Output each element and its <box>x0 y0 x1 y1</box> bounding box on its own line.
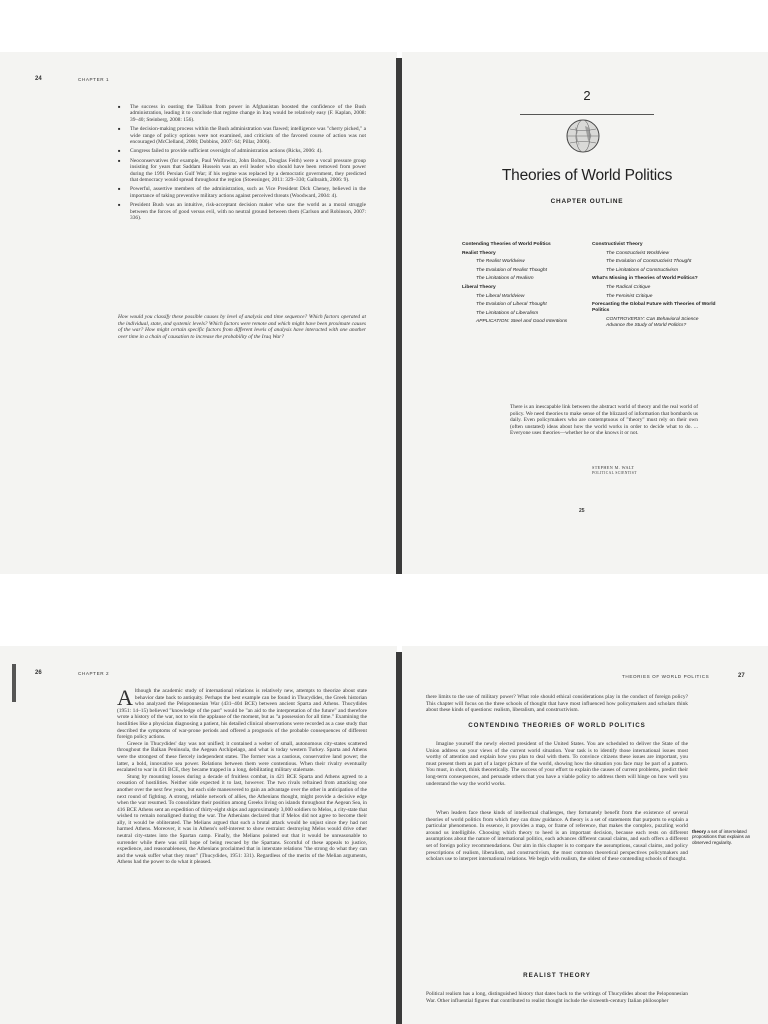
section-heading-realist: REALIST THEORY <box>523 972 591 979</box>
bullet-item: ■ Powerful, assertive members of the administration, such as Vice President Dick Cheney, believed in the importance of taking preventive military actions against perceived threats (Woodward, 2004: 4). <box>118 186 366 199</box>
bullet-item: ■ The decision-making process within the Bush administration was flawed; intelligence was "cherry picked," a wide range of policy options were not examined, and criticism of the favored course of action was not encouraged (McClelland, 2008; Dobbins, 2007: 64; Pillar, 2006). <box>118 126 366 145</box>
running-head-chapter-2: CHAPTER 2 <box>78 671 110 676</box>
outline-column-left <box>462 242 587 328</box>
top-right-page <box>402 52 768 574</box>
chapter-intro-text <box>117 685 367 866</box>
top-left-page <box>0 52 397 574</box>
page-number-24: 24 <box>35 76 42 82</box>
glossary-term: theory <box>692 829 707 834</box>
outline-item: Liberal Theory <box>462 284 496 290</box>
intro-paragraph-3: Stung by mounting losses during a decade of fruitless combat, in 421 BCE Sparta and Athens agreed to a cessation of hostilities. Neither side expected it to last, however. The two rivals refrained from attacking one another over the next few years, but each side maneuvered to gain an advantage over the other in anticipation of the next round of fighting. A strong, reliable network of allies, the Athenians thought, might provide a decisive edge when the war resumed. To consolidate their position among Greeks living on islands throughout the Aegean Sea, in 416 BCE Athens sent an expedition of thirty-eight ships and approximately 3,000 soldiers to Melos, a city-state that wished to remain nonaligned during the war. The Athenians declared that if Melos did not agree to become their ally, it would be obliterated. The Melians argued that such a brutal attack would be unjust since they had not harmed Athens. Moreover, it was in Athens's self-interest to show restraint: destroying Melos would drive other neutral city-states into the Spartan camp. Finally, the Melians pointed out that it would be unreasonable to surrender while there was still hope of being rescued by the Spartans. Scornful of these appeals to justice, expedience, and reasonableness, the Athenians proclaimed that in interstate relations "the strong do what they can and the weak suffer what they must" (Thucydides, 1951: 331). Regardless of the merits of the Melian arguments, Athens had the power to do what it pleased. <box>117 773 367 866</box>
outline-item: Contending Theories of World Politics <box>462 242 551 247</box>
outline-item: CONTROVERSY: Can Behavioral Science Advance the Study of World Politics? <box>606 316 699 328</box>
outline-item: The Liberal Worldview <box>476 293 525 299</box>
outline-item: The Evolution of Liberal Thought <box>476 302 547 308</box>
outline-item: Constructivist Theory <box>592 242 643 247</box>
outline-item: The Limitations of Liberalism <box>476 310 539 316</box>
outline-item: The Evolution of Realist Thought <box>476 267 547 273</box>
outline-item: The Limitations of Constructivism <box>606 267 679 273</box>
epigraph: There is an inescapable link between the abstract world of theory and the real world of policy. We need theories to make sense of the blizzard of information that bombards us daily. Even policymakers who are contemptuous of "theory" must rely on their own (often unstated) ideas about how the world works in order to decide what to do. ... Everyone uses theories—whether he or she knows it or not. <box>510 404 698 437</box>
outline-item: APPLICATION: Steel and Good Intentions <box>476 319 568 325</box>
outline-column-right <box>592 242 717 331</box>
paragraph-president: Imagine yourself the newly elected president of the United States. You are scheduled to deliver the State of the Union address on your views of the current world situation. Your task is to identify those international issues most worthy of attention and explain how you plan to deal with them. To convince citizens these issues are important, you must present them as part of a larger picture of the world, showing how the situation you face may be part of a pattern. You must, in short, think theoretically. The success of your effort to explain the causes of current problems, predict their long-term consequences, and persuade others that you have a viable policy to address them will hinge on how well you understand the way the world works. <box>426 741 688 787</box>
intro-paragraph-1: lthough the academic study of international relations is relatively new, attempts to theorize about state behavior date back to antiquity. Perhaps the best example can be found in Thucydides, the Greek historian who analyzed the Peloponnesian War (431–404 BCE) between ancient Sparta and Athens. Thucydides (1951: 14–15) believed "knowledge of the past" would be "an aid to the interpretation of the future" and therefore wrote a history of the war, not to win the applause of the moment, but as "a possession for all time." Examining the hostilities like a physician diagnosing a patient, his detailed clinical observations were recorded as a case study that described the symptoms of war-prone periods and offered a prognosis of the probable consequences of different foreign policy actions. <box>117 688 367 741</box>
outline-item: The Limitations of Realism <box>476 276 534 282</box>
margin-glossary <box>692 829 762 845</box>
outline-item: Forecasting the Global Future with Theories of World Politics <box>592 302 716 314</box>
outline-item: Realist Theory <box>462 250 496 256</box>
bottom-right-page <box>402 646 768 1024</box>
chapter-number: 2 <box>583 88 591 103</box>
globe-icon <box>565 118 601 154</box>
running-head-chapter-1: CHAPTER 1 <box>78 77 110 82</box>
bullet-item: ■ Congress failed to provide sufficient oversight of administration actions (Ricks, 2006: 4). <box>118 148 366 154</box>
analysis-question: How would you classify these possible causes by level of analysis and time sequence? Which factors operated at the individual, state, and systemic levels? Which factors were remote and which might have been proximate causes of the war? How might certain specific factors from different levels of analysis have interacted with one another over time in a chain of causation to increase the probability of the Iraq War? <box>118 314 366 340</box>
page-number-27: 27 <box>738 673 745 679</box>
section-heading-contending: CONTENDING THEORIES OF WORLD POLITICS <box>468 722 646 729</box>
outline-heading: CHAPTER OUTLINE <box>550 198 624 205</box>
bullet-item: ■ The success in ousting the Taliban from power in Afghanistan boosted the confidence of the Bush administration, leading it to conclude that regime change in Iraq would be relatively easy (F. Kaplan, 2008: 39–40; Steinberg, 2008: 156). <box>118 104 366 123</box>
page-number-26: 26 <box>35 670 42 676</box>
chapter-title: Theories of World Politics <box>501 167 673 184</box>
paragraph-realism: Political realism has a long, distinguished history that dates back to the writings of Thucydides about the Peloponnesian War. Other influential figures that contributed to realist thought include the sixteenth-century Italian philosopher <box>426 991 688 1004</box>
running-head-theories: THEORIES OF WORLD POLITICS <box>622 674 710 679</box>
outline-item: The Constructivist Worldview <box>606 250 670 256</box>
outline-item: The Realist Worldview <box>476 259 525 265</box>
bottom-left-page <box>0 646 397 1024</box>
epigraph-author-title: POLITICAL SCIENTIST <box>592 471 637 475</box>
bullet-item: ■ Neoconservatives (for example, Paul Wolfowitz, John Bolton, Douglas Feith) were a vocal pressure group insisting for years that Saddam Hussein was an evil leader who should have been removed from power during the 1991 Persian Gulf War; if his regime was replaced by a democratic government, they predicted that democracy would spread throughout the region (Stoessinger, 2011: 329–330; Galbraith, 2006: 9). <box>118 158 366 184</box>
outline-item: The Radical Critique <box>606 284 651 290</box>
outline-item: The Feminist Critique <box>606 293 653 299</box>
paragraph-opening: there limits to the use of military power? What role should ethical considerations play in the conduct of foreign policy? This chapter will focus on the three schools of thought that have most influenced how policymakers and scholars think about these kinds of questions: realism, liberalism, and constructivism. <box>426 694 688 714</box>
bullet-item: ■ President Bush was an intuitive, risk-acceptant decision maker who saw the world as a moral struggle between the forces of good versus evil, with no neutral ground between them (Carlson and Robinson, 2007: 336). <box>118 202 366 221</box>
glossary-definition: a set of interrelated propositions that explains an observed regularity. <box>692 829 751 845</box>
page-number-25: 25 <box>579 508 585 514</box>
causes-bullet-list <box>118 104 366 225</box>
intro-paragraph-2: Greece in Thucydides' day was not unified; it contained a welter of small, autonomous city-states scattered throughout the Balkan Peninsula, the Aegean Archipelago, and what is today western Turkey. Sparta and Athens were the strongest of these fiercely independent states. The former was a cautious, conservative land power; the latter, a bold, innovative sea power. Relations between them were contentious. When their rivalry eventually escalated to war in 431 BCE, they became trapped in a long, debilitating military stalemate. <box>117 740 367 774</box>
chapter-rule <box>520 114 654 115</box>
outline-item: The Evolution of Constructivist Thought <box>606 259 692 265</box>
outline-item: What's Missing in Theories of World Politics? <box>592 276 698 282</box>
left-edge-mark <box>12 664 16 702</box>
drop-cap: A <box>117 685 133 710</box>
epigraph-author: STEPHEN M. WALT <box>592 465 635 470</box>
spread-gap <box>0 574 768 646</box>
paragraph-theory: When leaders face these kinds of intellectual challenges, they fortunately benefit from the existence of several theories of world politics from which they can draw guidance. A theory is a set of statements that purports to explain a particular phenomenon. In essence, it provides a map, or frame of reference, that makes the complex, puzzling world around us intelligible. Choosing which theory to heed is an important decision, because each rests on different assumptions about the nature of international politics, each advances different causal claims, and each offers a different set of foreign policy recommendations. Our aim in this chapter is to compare the assumptions, causal claims, and policy prescriptions of realism, liberalism, and constructivism, the most common theoretical perspectives policymakers and scholars use to interpret international relations. We begin with realism, the oldest of these contending schools of thought. <box>426 810 688 863</box>
